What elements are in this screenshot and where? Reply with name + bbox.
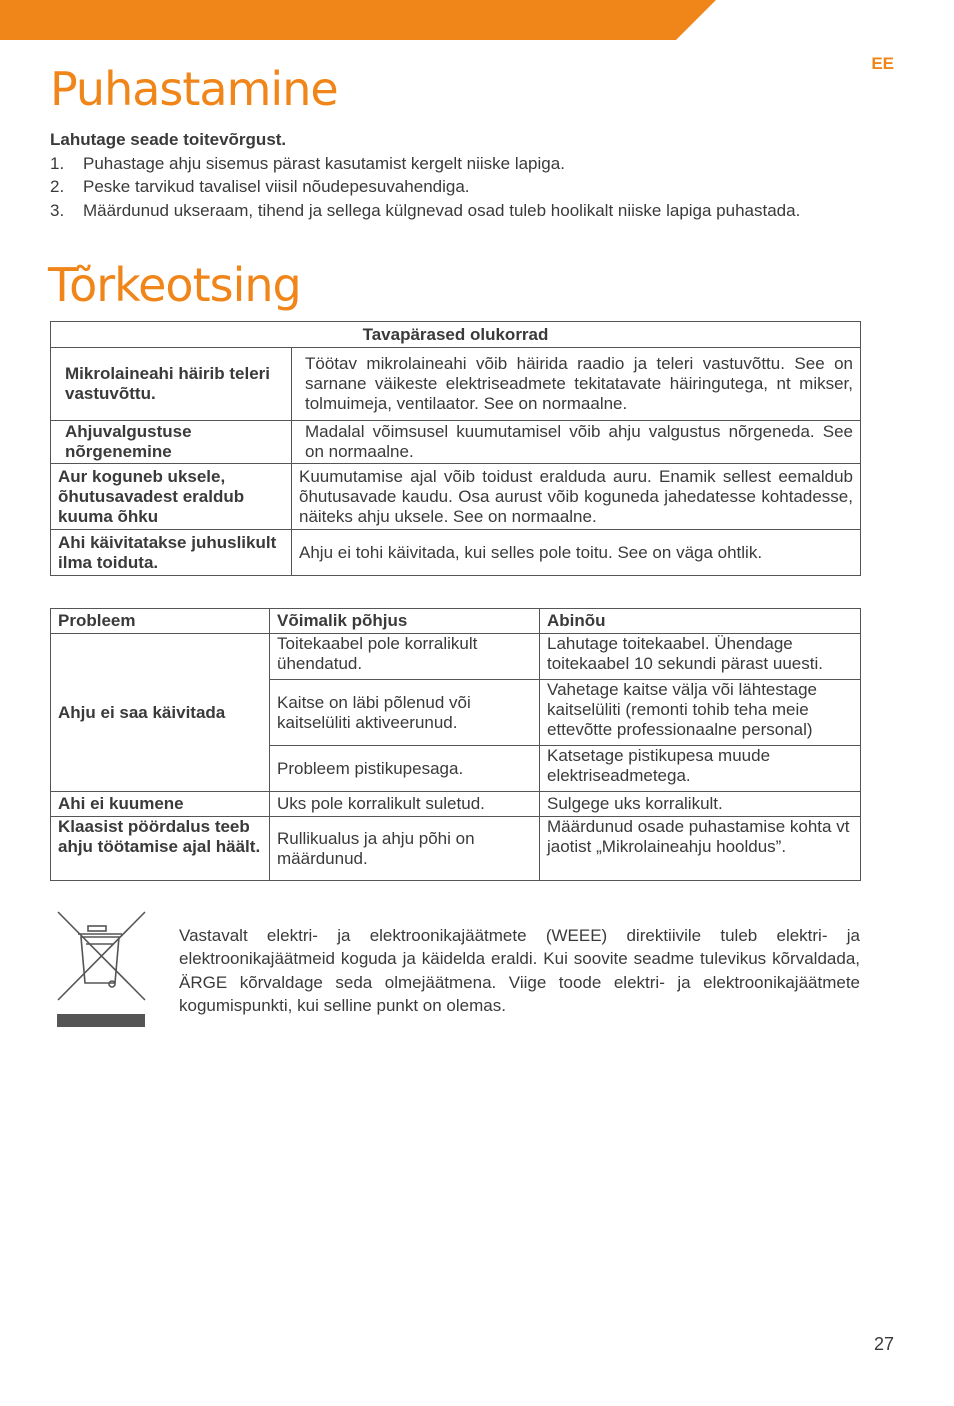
table-row: Probleem pistikupesaga. Katsetage pistikupesa muude elektriseadmetega. [51, 746, 861, 792]
table-row: Ahju ei saa käivitada Toitekaabel pole korralikult ühendatud. Lahutage toitekaabel. Ühendage toitekaabel 10 sekundi pärast uuesti. [51, 634, 861, 680]
table-row: Ahi käivitatakse juhuslikult ilma toiduta. Ahju ei tohi käivitada, kui selles pole toitu. See on väga ohtlik. [51, 530, 861, 576]
language-code: EE [871, 54, 894, 73]
list-item: 2. Peske tarvikud tavalisel viisil nõudepesuvahendiga. [50, 177, 470, 196]
table-row: Ahjuvalgustuse nõrgenemine Madalal võimsusel kuumutamisel võib ahju valgustus nõrgeneda. See on normaalne. [51, 421, 861, 464]
cleaning-steps [50, 152, 860, 223]
problems-table [50, 608, 861, 881]
cleaning-section [50, 128, 860, 222]
cleaning-title: Puhastamine [50, 62, 338, 116]
list-item: 1. Puhastage ahju sisemus pärast kasutamist kergelt niiske lapiga. [50, 153, 565, 173]
table-row: Kaitse on läbi põlenud või kaitselüliti aktiveerunud. Vahetage kaitse välja või lähtestage kaitselüliti (remonti tohib teha meie ettevõtte professionaalne personal) [51, 680, 861, 746]
table-header: Tavapärased olukorrad [51, 322, 861, 348]
page-number: 27 [873, 1334, 894, 1354]
troubleshooting-title: Tõrkeotsing [48, 258, 301, 312]
table-header-row: Probleem Võimalik põhjus Abinõu [51, 609, 861, 634]
table-row: Ahi ei kuumene Uks pole korralikult suletud. Sulgege uks korralikult. [51, 792, 861, 817]
weee-notice: Vastavalt elektri- ja elektroonikajäätmete (WEEE) direktiivile tuleb elektri- ja elektroonikajäätmeid koguda ja käidelda eraldi. Kui soovite seadme tulevikus kõrvaldada, ÄRGE kõrvaldage seda olmejäätmena. Viige toode elektri- ja elektroonikajäätmete kogumispunkti, kui selline punkt on olemas. [179, 926, 860, 1015]
cleaning-lead: Lahutage seade toitevõrgust. [50, 130, 287, 149]
normal-situations-table [50, 321, 861, 576]
crossed-out-wheelie-bin-icon [56, 910, 146, 1028]
table-row: Mikrolaineahi häirib teleri vastuvõttu. Töötav mikrolaineahi võib häirida raadio ja teleri vastuvõttu. See on sarnane väikeste elektriseadmete tekitatavate häiringutega, nt mikser, tolmuimeja, ventilaator. See on normaalne. [51, 348, 861, 421]
list-item: 3. Määrdunud ukseraam, tihend ja sellega külgnevad osad tuleb hoolikalt niiske lapiga puhastada. [50, 200, 801, 220]
table-row: Aur koguneb uksele, õhutusavadest eraldub kuuma õhku Kuumutamise ajal võib toidust eralduda auru. Enamik sellest eemaldub õhutusavade kaudu. Osa aurust võib koguneda jahedatesse kohtadesse, näiteks ahju uksele. See on normaalne. [51, 464, 861, 530]
header-orange-band [0, 0, 716, 40]
table-row: Klaasist pöördalus teeb ahju töötamise ajal häält. Rullikualus ja ahju põhi on määrdunud. Määrdunud osade puhastamise kohta vt jaotist „Mikrolaineahju hooldus”. [51, 817, 861, 881]
